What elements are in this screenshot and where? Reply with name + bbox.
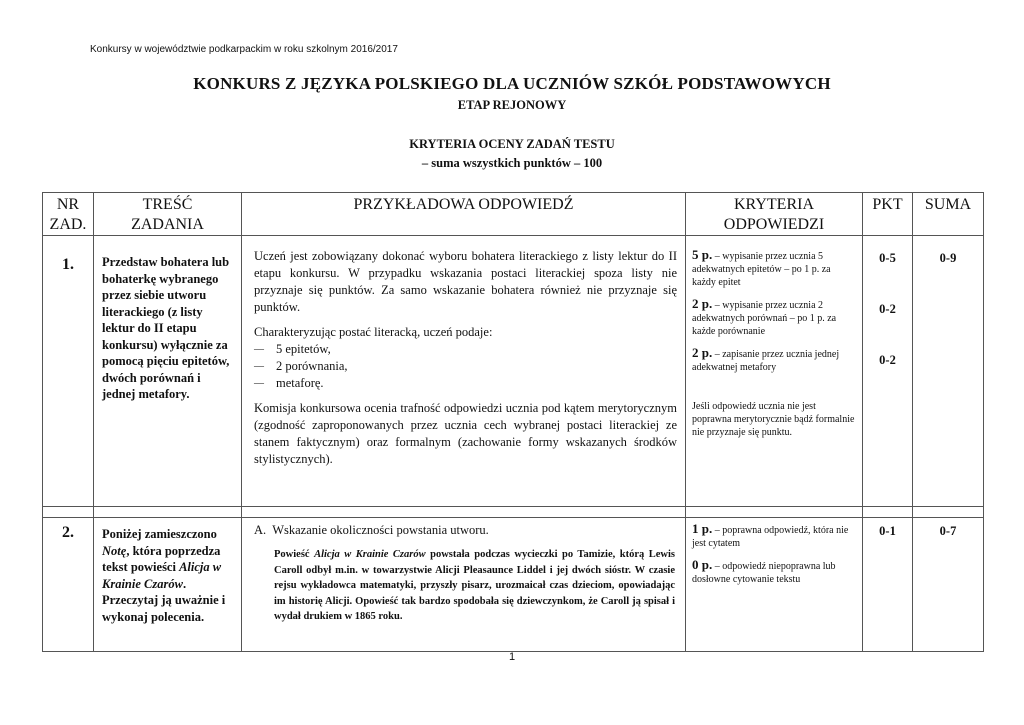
page-number: 1: [508, 651, 516, 663]
header-answer: PRZYKŁADOWA ODPOWIEDŹ: [242, 193, 686, 236]
points: 0-5 0-2 0-2: [863, 236, 913, 507]
task-number: 1.: [43, 236, 94, 507]
criteria-title: KRYTERIA OCENY ZADAŃ TESTU: [409, 137, 615, 151]
criterion: 1 p. – poprawna odpowiedź, która nie jest cytatem: [692, 521, 849, 549]
answer-criteria: [686, 518, 863, 652]
document-subtitle: ETAP REJONOWY: [457, 98, 567, 112]
points: 0-1: [863, 518, 913, 652]
criterion: 2 p. – zapisanie przez ucznia jednej adekwatnej metafory: [692, 345, 840, 373]
sum: 0-9: [913, 236, 984, 507]
list-item: — metaforę.: [254, 375, 677, 392]
header-criteria: KRYTERIA ODPOWIEDZI: [686, 193, 863, 236]
sample-answer: [242, 236, 686, 507]
list-item: — 2 porównania,: [254, 358, 677, 375]
answer-list: [254, 341, 677, 392]
running-header: Konkursy w województwie podkarpackim w roku szkolnym 2016/2017: [90, 44, 398, 55]
task-number: 2.: [43, 518, 94, 652]
criterion: 2 p. – wypisanie przez ucznia 2 adekwatnych porównań – po 1 p. za każde porównanie: [692, 296, 837, 337]
quoted-note: Powieść Alicja w Krainie Czarów powstała podczas wycieczki po Tamizie, którą Lewis Caroll odbył m.in. w towarzystwie Alicji Pleasaunce Liddel i jej dwóch sióstr. W czasie rejsu wykładowca matematyki, przyszły pisarz, urozmaicał czas dzieciom, opowiadając im historię Alicji. Opowieść tak bardzo spodobała się dziewczynkom, że Caroll ją spisał i wydał drukiem w 1865 roku.: [274, 549, 675, 622]
sum: 0-7: [913, 518, 984, 652]
header-pkt: PKT: [863, 193, 913, 236]
table-row: [43, 236, 984, 507]
answer-heading: A. Wskazanie okoliczności powstania utworu.: [254, 523, 489, 537]
criterion-note: Jeśli odpowiedź ucznia nie jest poprawna merytorycznie bądź formalnie nie przyznaje się punktu.: [692, 401, 855, 438]
sample-answer: [242, 518, 686, 652]
answer-paragraph: Komisja konkursowa ocenia trafność odpowiedzi ucznia pod kątem merytorycznym (zgodność zaproponowanych przez ucznia cech wybranej postaci literackiej ze stanem faktycznym) oraz formalnym (zachowanie formy wskazanych środków stylistycznych).: [254, 401, 677, 466]
list-item: — 5 epitetów,: [254, 341, 677, 358]
header-task: TREŚĆ ZADANIA: [94, 193, 242, 236]
criterion: 5 p. – wypisanie przez ucznia 5 adekwatnych epitetów – po 1 p. za każdy epitet: [692, 247, 831, 288]
answer-paragraph: Charakteryzując postać literacką, uczeń podaje:: [254, 325, 493, 339]
criterion: 0 p. – odpowiedź niepoprawna lub dosłowne cytowanie tekstu: [692, 557, 836, 585]
answer-criteria: [686, 236, 863, 507]
task-content: Przedstaw bohatera lub bohaterkę wybranego przez siebie utworu literackiego (z listy lektur do II etapu konkursu) wyłącznie za pomocą pięciu epitetów, dwóch porównań i jednej metafory.: [94, 236, 242, 507]
criteria-subtitle: – suma wszystkich punktów – 100: [421, 156, 603, 170]
spacer-row: [43, 507, 984, 518]
document-title: KONKURS Z JĘZYKA POLSKIEGO DLA UCZNIÓW SZKÓŁ PODSTAWOWYCH: [193, 74, 831, 93]
header-nr: NR ZAD.: [43, 193, 94, 236]
table-row: [43, 518, 984, 652]
header-suma: SUMA: [913, 193, 984, 236]
task-content: Poniżej zamieszczono Notę, która poprzedza tekst powieści Alicja w Krainie Czarów. Przeczytaj ją uważnie i wykonaj polecenia.: [94, 518, 242, 652]
table-header-row: [43, 193, 984, 236]
criteria-table: [42, 192, 984, 652]
answer-paragraph: Uczeń jest zobowiązany dokonać wyboru bohatera literackiego z listy lektur do II etapu konkursu. W przypadku wskazania postaci literackiej spoza listy nie przyznaje się punktów. Za samo wskazanie bohatera również nie przyznaje się punktów.: [254, 249, 677, 314]
